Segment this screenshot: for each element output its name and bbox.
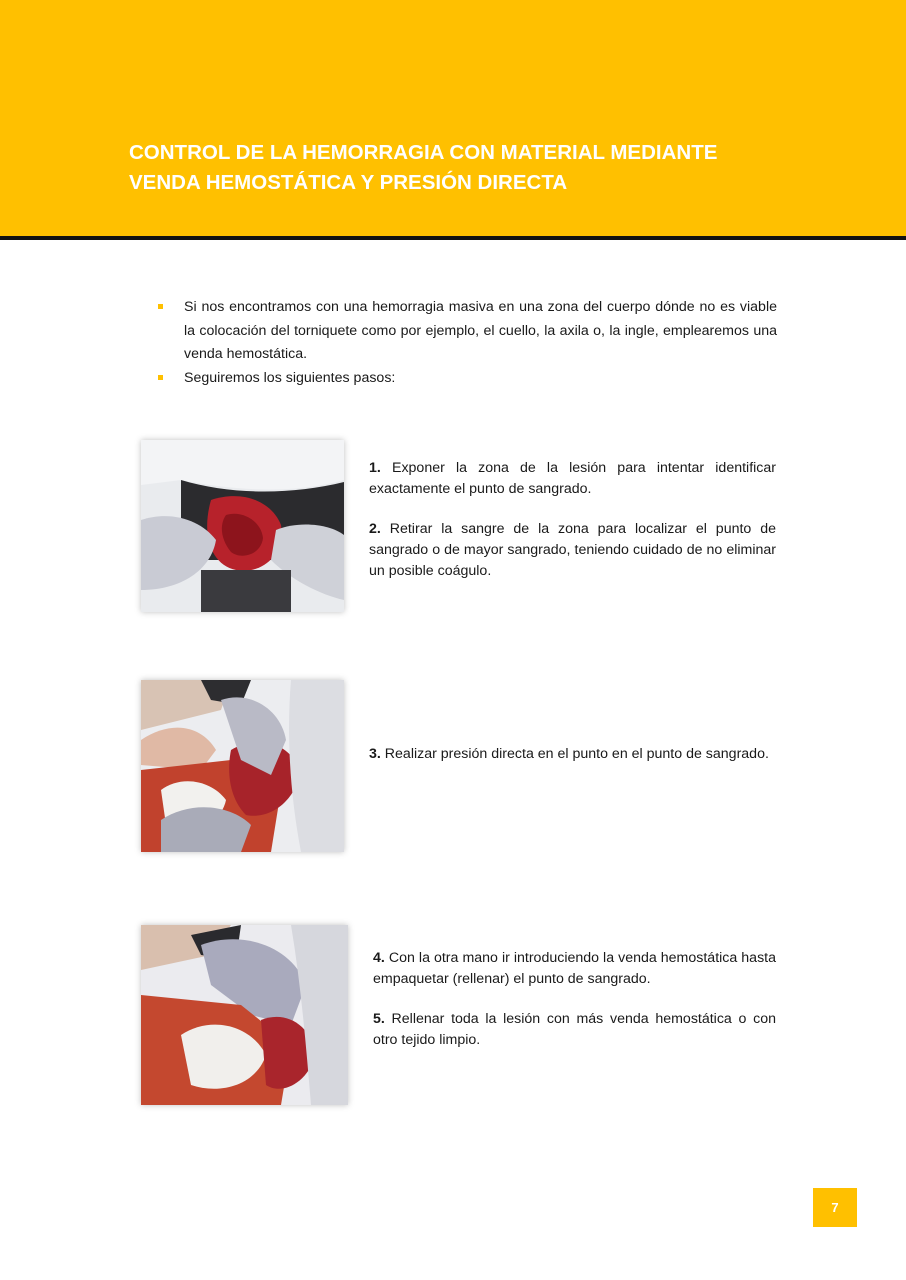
wound-packing-photo: [141, 925, 348, 1105]
header-band: [0, 0, 906, 236]
step-text: Con la otra mano ir introduciendo la venda hemostática hasta empaquetar (rellenar) el punto de sangrado.: [373, 950, 776, 987]
step-text: Exponer la zona de la lesión para intentar identificar exactamente el punto de sangrado.: [369, 460, 776, 497]
page-title-line-2: VENDA HEMOSTÁTICA Y PRESIÓN DIRECTA: [129, 171, 568, 194]
step-3-text: [369, 744, 776, 784]
wound-exposure-photo: [141, 440, 344, 612]
step-number: 2.: [369, 521, 381, 537]
page-number: 7: [813, 1188, 857, 1227]
step-3: [369, 744, 776, 765]
intro-bullet-text: Si nos encontramos con una hemorragia masiva en una zona del cuerpo dónde no es viable la colocación del torniquete como por ejemplo, el cuello, la axila o, la ingle, emplearemos una venda hemostática.: [184, 299, 777, 362]
step-number: 5.: [373, 1011, 385, 1027]
step-text: Retirar la sangre de la zona para localizar el punto de sangrado o de mayor sangrado, teniendo cuidado de no eliminar un posible coágulo.: [369, 521, 776, 579]
step-text: Realizar presión directa en el punto en el punto de sangrado.: [384, 746, 769, 762]
intro-bullet-text: Seguiremos los siguientes pasos:: [184, 369, 396, 386]
step-4: [373, 948, 776, 990]
bullet-square-icon: [158, 375, 163, 380]
direct-pressure-photo: [141, 680, 344, 852]
steps-1-2-text: [369, 458, 776, 601]
step-number: 1.: [369, 460, 381, 476]
intro-bullet: [155, 296, 777, 367]
steps-4-5-text: [373, 948, 776, 1070]
step-number: 4.: [373, 950, 385, 966]
intro-bullet: [155, 367, 777, 391]
page-title-line-1: CONTROL DE LA HEMORRAGIA CON MATERIAL MEDIANTE: [129, 141, 718, 164]
step-number: 3.: [369, 746, 381, 762]
step-text: Rellenar toda la lesión con más venda hemostática o con otro tejido limpio.: [373, 1011, 776, 1048]
step-2: [369, 519, 776, 582]
step-5: [373, 1009, 776, 1051]
header-rule: [0, 236, 906, 240]
step-1: [369, 458, 776, 500]
page-title: [129, 138, 809, 198]
bullet-square-icon: [158, 304, 163, 309]
intro-bullet-list: [155, 296, 777, 390]
